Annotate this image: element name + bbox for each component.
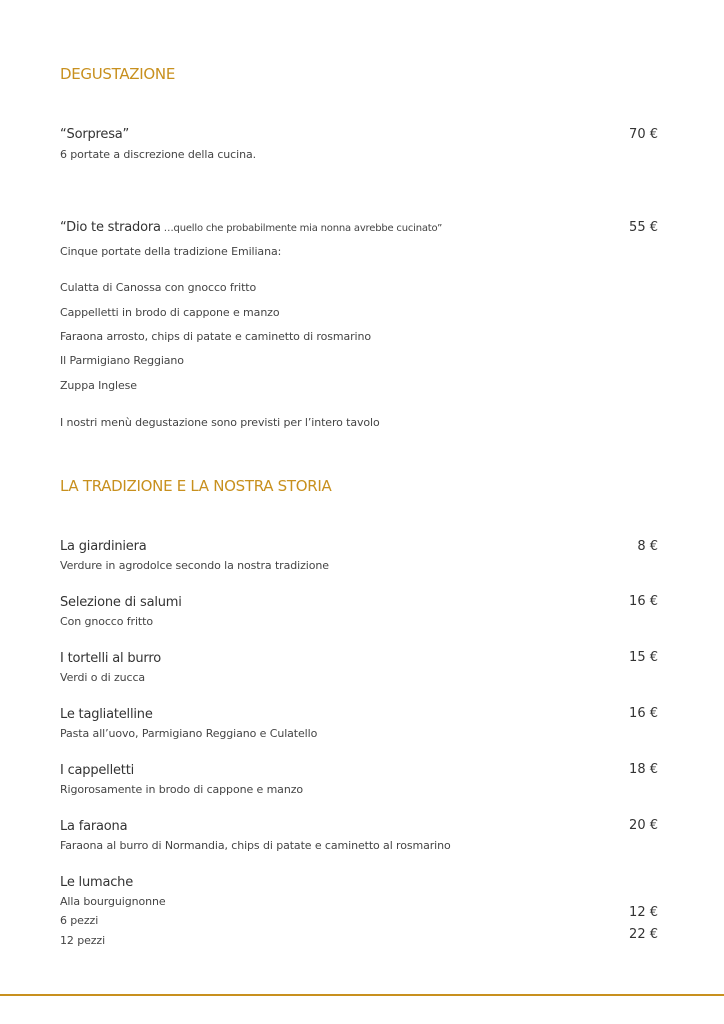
price-lumache-6: 12 € (629, 905, 658, 920)
dish-name: La faraona (60, 819, 128, 834)
dish-desc-lumache: Alla bourguignonne (60, 895, 166, 908)
dish-price: 20 € (629, 818, 658, 833)
dish-name: I cappelletti (60, 763, 135, 778)
price-dio-te-stradora: 55 € (629, 220, 658, 235)
dish-name: Selezione di salumi (60, 595, 182, 610)
section-title-tradizione: LA TRADIZIONE E LA NOSTRA STORIA (60, 477, 332, 495)
dish-name-sorpresa: “Sorpresa” (60, 127, 130, 142)
dish-name: I tortelli al burro (60, 651, 161, 666)
course-item: Il Parmigiano Reggiano (60, 354, 184, 367)
dish-intro-dio-te-stradora: Cinque portate della tradizione Emiliana: (60, 245, 282, 258)
dish-price: 18 € (629, 762, 658, 777)
dish-price: 16 € (629, 594, 658, 609)
dish-desc: Faraona al burro di Normandia, chips di patate e caminetto al rosmarino (60, 839, 451, 852)
dish-name: La giardiniera (60, 539, 147, 554)
dish-title-dio-te-stradora (60, 220, 442, 235)
price-sorpresa: 70 € (629, 127, 658, 142)
dish-desc: Con gnocco fritto (60, 615, 153, 628)
footer-divider (0, 994, 724, 996)
dish-name-lumache: Le lumache (60, 875, 134, 890)
dish-price: 15 € (629, 650, 658, 665)
dish-desc-sorpresa: 6 portate a discrezione della cucina. (60, 148, 256, 161)
dish-name-dio-te-stradora: “Dio te stradora (60, 220, 161, 235)
degustazione-footnote: I nostri menù degustazione sono previsti per l’intero tavolo (60, 416, 380, 429)
dish-desc: Rigorosamente in brodo di cappone e manzo (60, 783, 304, 796)
course-item: Zuppa Inglese (60, 379, 137, 392)
dish-name: Le tagliatelline (60, 707, 153, 722)
dish-note-dio-te-stradora: …quello che probabilmente mia nonna avrebbe cucinato” (160, 223, 443, 234)
lumache-option-12: 12 pezzi (60, 934, 106, 947)
section-title-degustazione: DEGUSTAZIONE (60, 65, 176, 83)
course-item: Cappelletti in brodo di cappone e manzo (60, 306, 280, 319)
dish-desc: Verdure in agrodolce secondo la nostra tradizione (60, 559, 329, 572)
dish-desc: Pasta all’uovo, Parmigiano Reggiano e Culatello (60, 727, 318, 740)
dish-desc: Verdi o di zucca (60, 671, 146, 684)
price-lumache-12: 22 € (629, 927, 658, 942)
dish-price: 16 € (629, 706, 658, 721)
course-item: Culatta di Canossa con gnocco fritto (60, 281, 257, 294)
course-item: Faraona arrosto, chips di patate e caminetto di rosmarino (60, 330, 372, 343)
lumache-option-6: 6 pezzi (60, 914, 99, 927)
dish-price: 8 € (637, 539, 658, 554)
